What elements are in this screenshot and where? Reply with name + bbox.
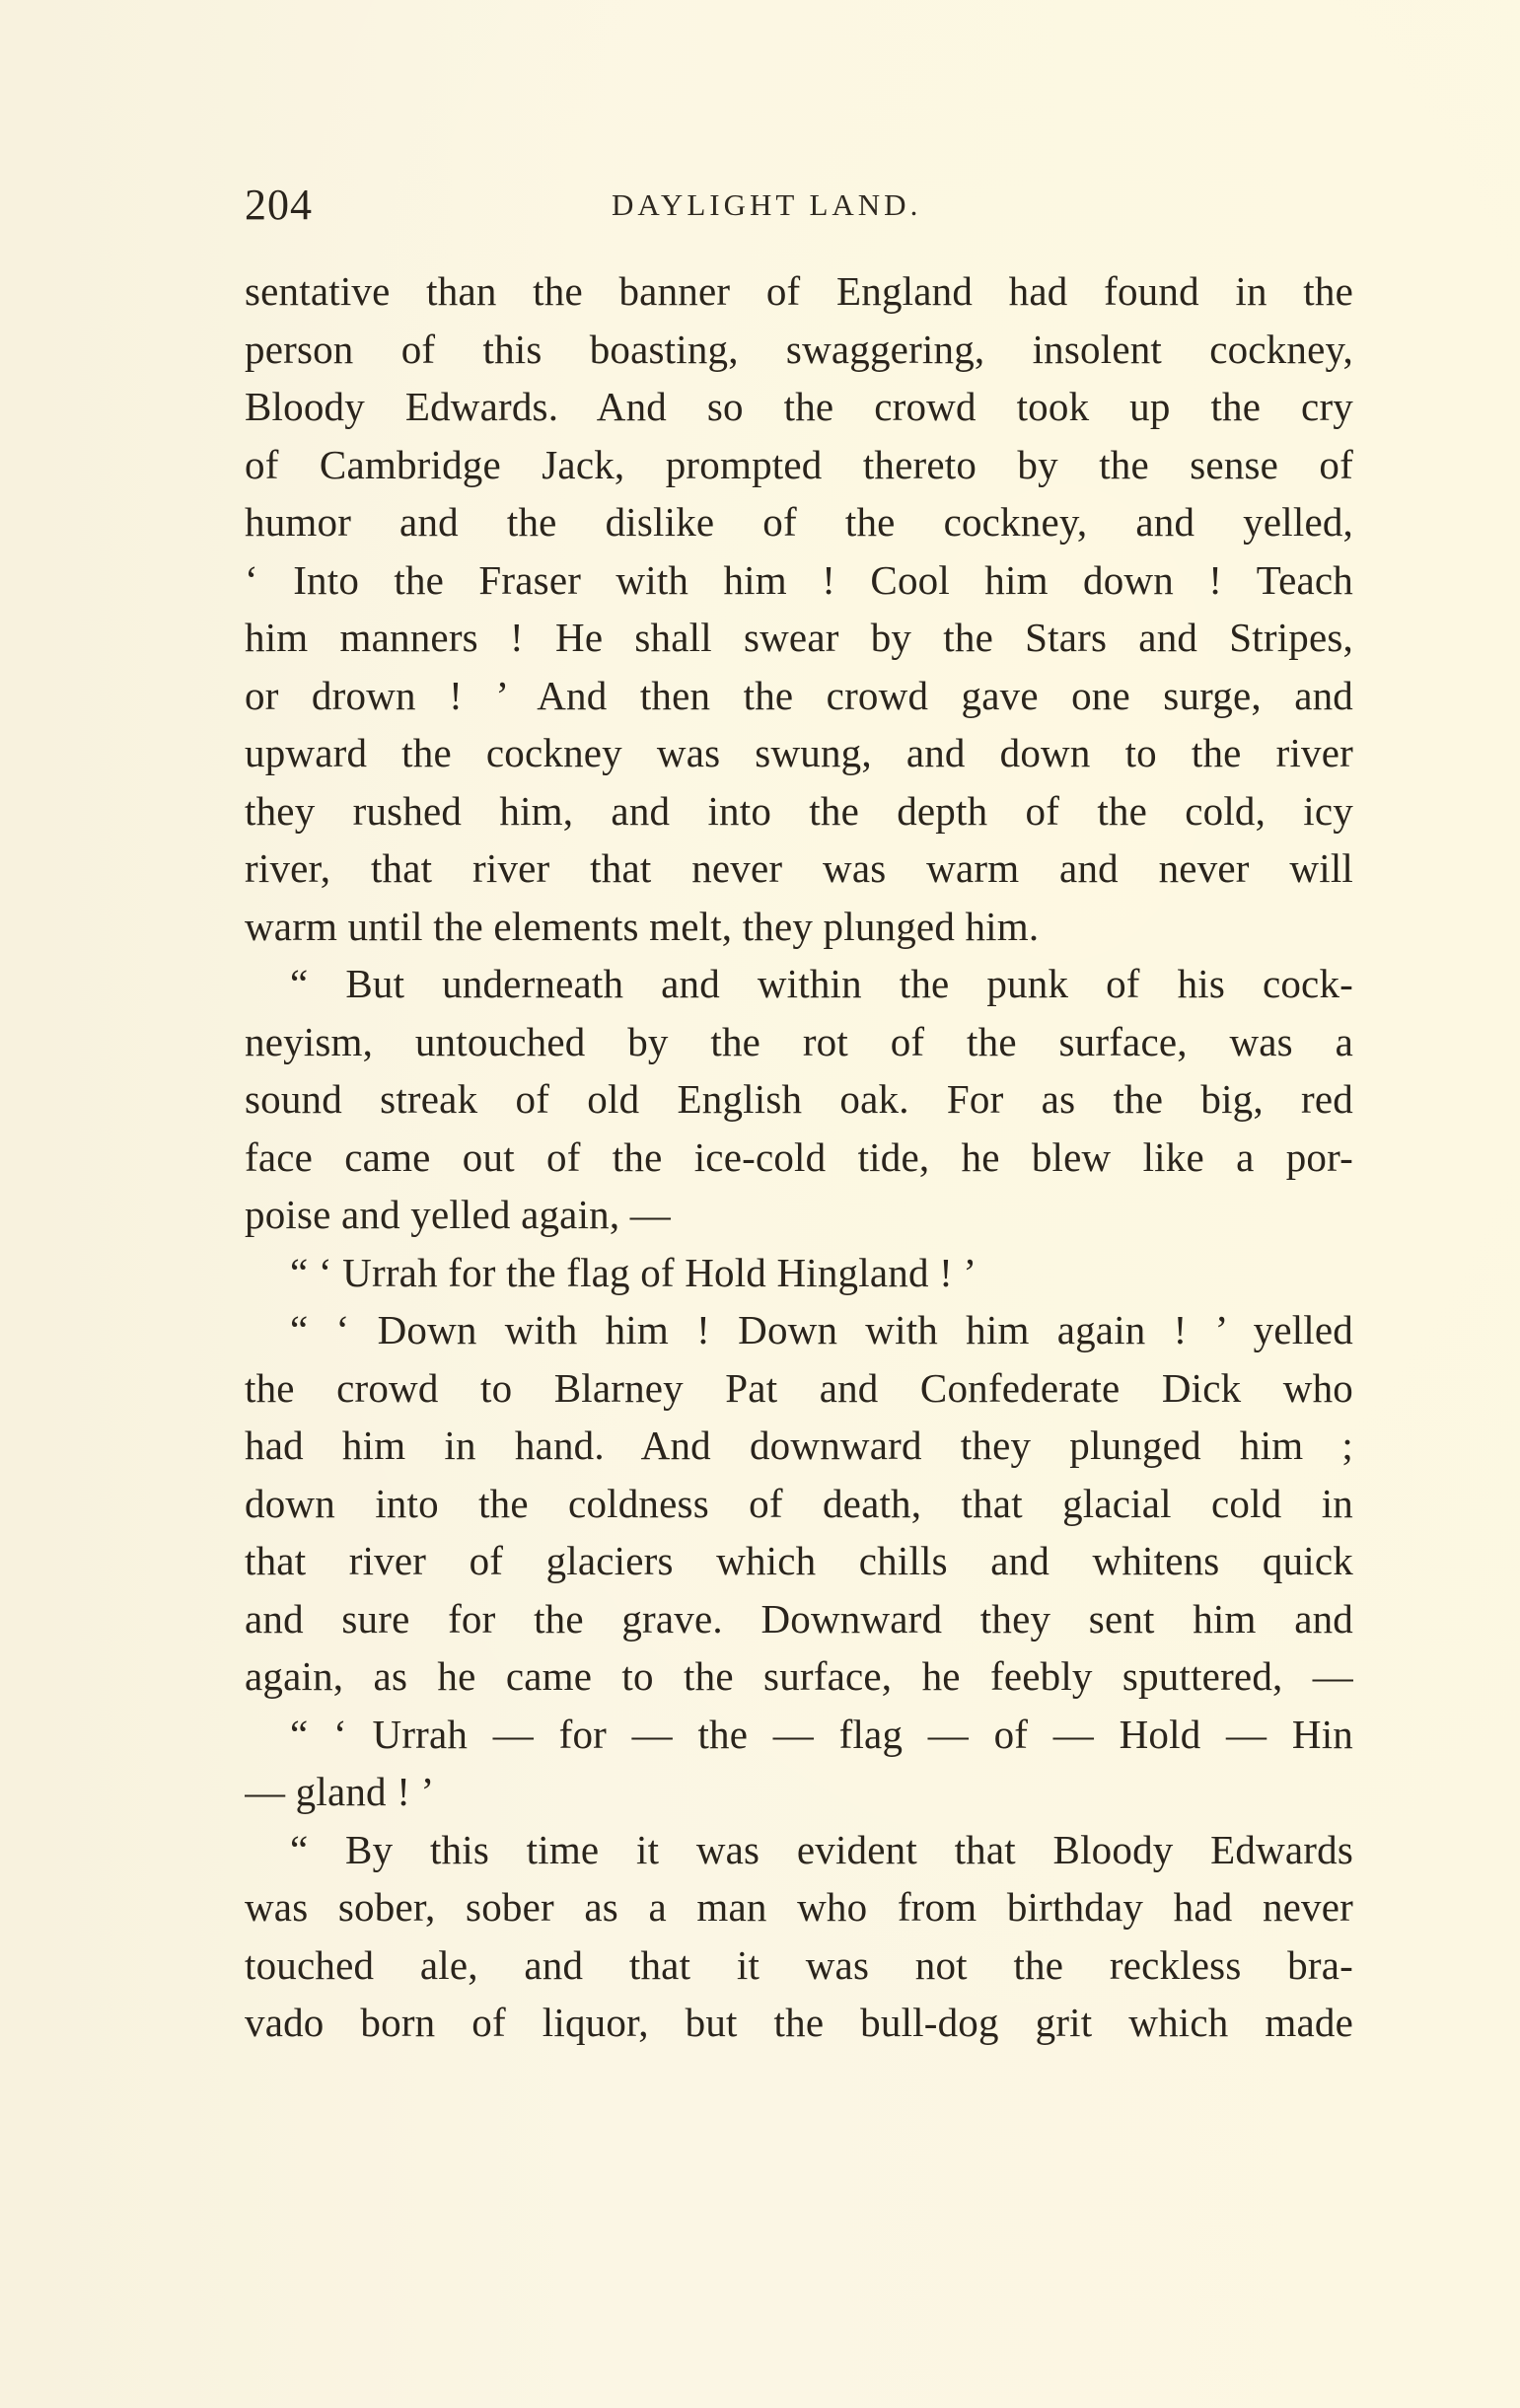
text-line: or drown ! ’ And then the crowd gave one surge, and <box>245 672 1353 718</box>
text-line: and sure for the grave. Downward they sent him and <box>245 1595 1353 1642</box>
text-line: humor and the dislike of the cockney, and yelled, <box>245 499 1353 545</box>
text-line: — gland ! ’ <box>245 1769 435 1814</box>
text-line: that river of glaciers which chills and whitens quick <box>245 1538 1353 1583</box>
body-text <box>245 262 1353 2052</box>
text-line: sound streak of old English oak. For as the big, red <box>245 1076 1353 1122</box>
text-line: Bloody Edwards. And so the crowd took up the cry <box>245 384 1353 429</box>
text-line: again, as he came to the surface, he feebly sputtered, — <box>245 1653 1353 1699</box>
text-line: neyism, untouched by the rot of the surface, was a <box>245 1018 1353 1064</box>
text-line: they rushed him, and into the depth of the cold, icy <box>245 787 1353 834</box>
text-line: was sober, sober as a man who from birthday had never <box>245 1884 1353 1930</box>
text-line: him manners ! He shall swear by the Stars and Stripes, <box>245 615 1353 660</box>
text-line: “ By this time it was evident that Bloody Edwards <box>290 1826 1353 1872</box>
text-line: face came out of the ice-cold tide, he blew like a por- <box>245 1133 1353 1180</box>
text-line: the crowd to Blarney Pat and Confederate Dick who <box>245 1364 1353 1411</box>
text-line: down into the coldness of death, that glacial cold in <box>245 1480 1353 1526</box>
text-line: warm until the elements melt, they plunged him. <box>245 903 1040 949</box>
text-line: “ ‘ Down with him ! Down with him again ! ’ yelled <box>290 1307 1353 1352</box>
text-line: sentative than the banner of England had found in the <box>245 268 1353 314</box>
text-line: poise and yelled again, — <box>245 1192 671 1237</box>
page-number: 204 <box>245 181 313 229</box>
text-line: had him in hand. And downward they plunged him ; <box>245 1423 1353 1468</box>
text-line: touched ale, and that it was not the reckless bra- <box>245 1941 1353 1988</box>
text-line: person of this boasting, swaggering, insolent cockney, <box>245 326 1353 372</box>
text-line: vado born of liquor, but the bull-dog grit which made <box>245 2000 1353 2045</box>
text-line: “ ‘ Urrah — for — the — flag — of — Hold — Hin <box>290 1711 1353 1757</box>
text-line: ‘ Into the Fraser with him ! Cool him down ! Teach <box>245 556 1353 603</box>
text-line: river, that river that never was warm and never will <box>245 845 1353 891</box>
text-line: of Cambridge Jack, prompted thereto by the sense of <box>245 441 1353 487</box>
text-line: “ ‘ Urrah for the flag of Hold Hingland ! ’ <box>290 1249 977 1295</box>
page-header <box>245 180 1349 239</box>
running-head: DAYLIGHT LAND. <box>612 187 922 222</box>
text-line: upward the cockney was swung, and down to the river <box>245 730 1353 775</box>
text-line: “ But underneath and within the punk of his cock- <box>290 961 1353 1006</box>
